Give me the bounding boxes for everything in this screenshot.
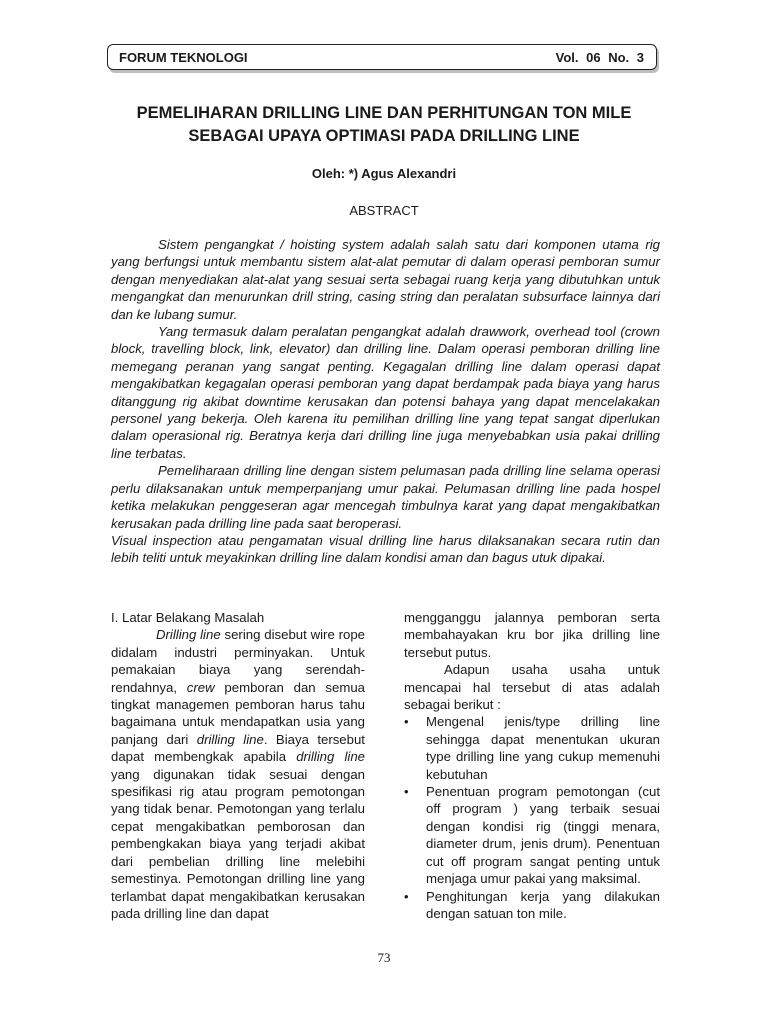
- bullet-list: [404, 713, 660, 922]
- abstract-paragraph: Pemeliharaan drilling line dengan sistem pelumasan pada drilling line selama operasi perlu dilaksanakan untuk memperpanjang umur pakai. Pelumasan drilling line pada hospel ketika melakukan penggeseran agar mencegah timbulnya karat yang dapat mengakibatkan kerusakan pada drilling line pada saat beroperasi.: [111, 463, 660, 531]
- emphasis: drilling line: [296, 749, 365, 765]
- list-item: [404, 888, 660, 923]
- text-run: sering disebut wire rope didalam industri perminyakan. Untuk pemakaian biaya yang serendah-rendahnya,: [111, 627, 366, 695]
- body-paragraph: [111, 626, 365, 922]
- title-line-2: SEBAGAI UPAYA OPTIMASI PADA DRILLING LINE: [188, 127, 580, 145]
- emphasis: Drilling line: [156, 627, 221, 643]
- emphasis: drilling line: [196, 731, 264, 747]
- author: Oleh: *) Agus Alexandri: [311, 166, 457, 181]
- emphasis: crew: [186, 679, 215, 695]
- section-heading: I. Latar Belakang Masalah: [111, 610, 265, 625]
- journal-name: FORUM TEKNOLOGI: [119, 50, 248, 65]
- left-column: [111, 609, 365, 922]
- volume-number: Vol. 06 No. 3: [555, 50, 644, 65]
- title-line-1: PEMELIHARAN DRILLING LINE DAN PERHITUNGAN TON MILE: [136, 104, 632, 122]
- abstract-paragraph: Sistem pengangkat / hoisting system adalah salah satu dari komponen utama rig yang berfungsi untuk membantu sistem alat-alat pemutar di dalam operasi pemboran sumur dengan menyediakan alat-alat yang sesuai serta sebagai ruang kerja yang dibutuhkan untuk mengangkat dan menurunkan drill string, casing string dan peralatan subsurface lainnya dari dan ke lubang sumur.: [111, 237, 660, 322]
- body-paragraph: mengganggu jalannya pemboran serta membahayakan kru bor jika drilling line tersebut putus.: [404, 610, 660, 660]
- paper-title: [90, 102, 678, 148]
- list-item-text: Penentuan program pemotongan (cut off program ) yang terbaik sesuai dengan kondisi rig (tinggi menara, diameter drum, jenis drum). Penentuan cut off program sangat penting untuk menjaga umur pakai yang maksimal.: [426, 784, 660, 887]
- page-number: 73: [377, 950, 391, 965]
- text-run: yang digunakan tidak sesuai dengan spesifikasi rig atau program pemotongan yang tidak benar. Pemotongan yang terlalu cepat mengakibatkan pemborosan dan pembengkakan biaya yang terjadi akibat dari pembelian drilling line melebihi semestinya. Pemotongan drilling line yang terlambat dapat mengakibatkan kerusakan pada drilling line dan dapat: [111, 766, 365, 921]
- abstract-body: [111, 236, 660, 567]
- abstract-heading: ABSTRACT: [349, 203, 419, 218]
- list-item: [404, 783, 660, 887]
- list-item-text: Penghitungan kerja yang dilakukan dengan satuan ton mile.: [426, 888, 660, 921]
- bullet-icon: •: [404, 714, 409, 730]
- list-item-text: Mengenal jenis/type drilling line sehingga dapat menentukan ukuran type drilling line yang cukup memenuhi kebutuhan: [426, 714, 660, 782]
- text-run: . Biaya tersebut dapat membengkak apabila: [111, 731, 365, 765]
- right-column: [404, 609, 660, 922]
- text-run: pemboran dan semua tingkat managemen pemboran harus tahu bagaimana untuk mendapatkan usia yang panjang dari: [111, 679, 365, 747]
- abstract-paragraph: Visual inspection atau pengamatan visual drilling line harus dilaksanakan secara rutin dan lebih teliti untuk meyakinkan drilling line dalam kondisi aman dan bagus utuk dipakai.: [111, 532, 660, 566]
- bullet-icon: •: [404, 784, 409, 800]
- abstract-paragraph: Yang termasuk dalam peralatan pengangkat adalah drawwork, overhead tool (crown block, travelling block, link, elevator) dan drilling line. Dalam operasi pemboran drilling line memegang peranan yang sangat penting. Kegagalan drilling line dalam operasi dapat mengakibatkan kegagalan operasi pemboran yang dapat berdampak pada biaya yang harus ditanggung rig akibat downtime kerusakan dan potensi bahaya yang dapat mencelakakan personel yang bekerja. Oleh karena itu pemilihan drilling line yang tepat sangat diperlukan dalam operasional rig. Beratnya kerja dari drilling line juga menyebabkan usia pakai drilling line terbatas.: [111, 324, 660, 461]
- bullet-icon: •: [404, 888, 409, 904]
- body-paragraph: Adapun usaha usaha untuk mencapai hal tersebut di atas adalah sebagai berikut :: [404, 662, 660, 713]
- journal-header: [107, 44, 657, 70]
- list-item: [404, 713, 660, 783]
